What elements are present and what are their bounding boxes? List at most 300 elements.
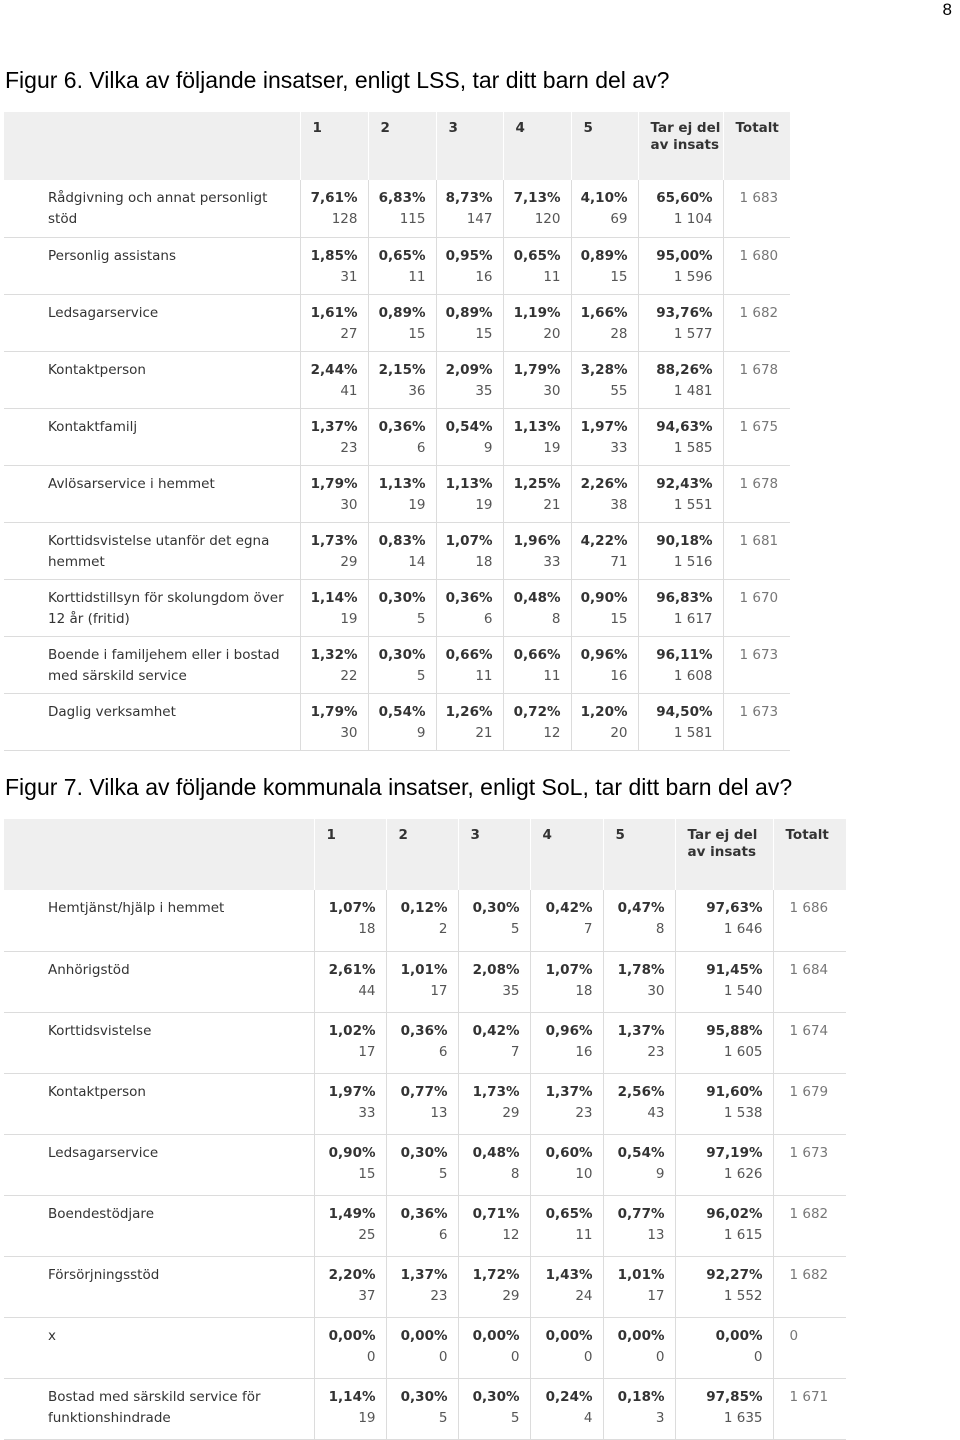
- column-header: [638, 112, 723, 180]
- value-cell: [675, 951, 773, 1012]
- count-value: 14: [408, 553, 426, 570]
- row-label: Boende i familjehem eller i bostad med särskild service: [4, 636, 300, 693]
- value-cell: [300, 693, 368, 750]
- value-cell-content: [639, 580, 723, 630]
- value-cell-content: [639, 352, 723, 402]
- total-cell: [723, 408, 790, 465]
- percent-value: 2,09%: [445, 361, 493, 378]
- percent-value: 1,97%: [580, 418, 628, 435]
- value-cell: [386, 1378, 458, 1439]
- value-cell: [603, 1378, 675, 1439]
- value-cell-content: [676, 1257, 773, 1307]
- row-label: Avlösarservice i hemmet: [4, 465, 300, 522]
- value-cell: [436, 579, 503, 636]
- value-cell-content: [604, 890, 675, 940]
- percent-value: 92,27%: [706, 1266, 763, 1283]
- percent-value: 95,88%: [706, 1022, 763, 1039]
- percent-value: 2,15%: [378, 361, 426, 378]
- value-cell-content: [676, 1196, 773, 1246]
- total-cell: [773, 1073, 846, 1134]
- count-value: 38: [610, 496, 628, 513]
- value-cell-content: [315, 952, 386, 1002]
- value-cell-content: [572, 409, 638, 459]
- percent-value: 97,85%: [706, 1388, 763, 1405]
- count-value: 1 104: [673, 211, 713, 227]
- value-cell-content: [531, 1318, 603, 1368]
- count-value: 11: [543, 268, 561, 285]
- total-value: 1 682: [789, 1266, 829, 1283]
- table-row: [4, 237, 790, 294]
- total-cell: [773, 951, 846, 1012]
- percent-value: 0,36%: [400, 1205, 448, 1222]
- count-value: 37: [358, 1287, 376, 1304]
- count-value: 12: [502, 1226, 520, 1243]
- percent-value: 0,54%: [378, 703, 426, 720]
- count-value: 19: [475, 496, 493, 513]
- table-row: [4, 1378, 846, 1439]
- column-header-text: Tar ej del av insats: [687, 827, 758, 860]
- value-cell: [638, 294, 723, 351]
- percent-value: 8,73%: [445, 190, 493, 206]
- count-value: 6: [483, 610, 493, 627]
- value-cell-content: [639, 694, 723, 744]
- column-header-text: 5: [583, 120, 593, 136]
- value-cell: [368, 579, 436, 636]
- row-label: Kontaktperson: [4, 1073, 314, 1134]
- percent-value: 0,90%: [328, 1144, 376, 1161]
- value-cell: [386, 1256, 458, 1317]
- count-value: 17: [647, 1287, 665, 1304]
- column-header: [723, 112, 790, 180]
- percent-value: 1,14%: [328, 1388, 376, 1405]
- percent-value: 7,13%: [513, 190, 561, 206]
- value-cell-content: [315, 1318, 386, 1368]
- percent-value: 94,50%: [656, 703, 713, 720]
- column-header: [300, 112, 368, 180]
- value-cell: [503, 237, 571, 294]
- count-value: 1 516: [673, 553, 713, 570]
- count-value: 17: [430, 982, 448, 999]
- value-cell: [571, 294, 638, 351]
- count-value: 9: [655, 1165, 665, 1182]
- percent-value: 91,45%: [706, 961, 763, 978]
- value-cell: [458, 1134, 530, 1195]
- count-value: 55: [610, 382, 628, 399]
- value-cell: [571, 693, 638, 750]
- value-cell: [458, 1073, 530, 1134]
- value-cell-content: [369, 295, 436, 345]
- value-cell-content: [437, 694, 503, 744]
- value-cell: [530, 1073, 603, 1134]
- value-cell-content: [369, 352, 436, 402]
- value-cell-content: [369, 694, 436, 744]
- count-value: 18: [475, 553, 493, 570]
- value-cell-content: [676, 1318, 773, 1368]
- value-cell-content: [459, 1318, 530, 1368]
- table-row: [4, 1012, 846, 1073]
- total-cell: [723, 351, 790, 408]
- total-value: 1 679: [789, 1083, 829, 1100]
- count-value: 15: [610, 610, 628, 627]
- value-cell: [503, 465, 571, 522]
- value-cell-content: [315, 890, 386, 940]
- value-cell: [300, 408, 368, 465]
- total-value: 1 678: [739, 361, 779, 378]
- total-cell: [773, 1012, 846, 1073]
- percent-value: 96,02%: [706, 1205, 763, 1222]
- value-cell-content: [301, 295, 368, 345]
- value-cell: [314, 1317, 386, 1378]
- percent-value: 1,07%: [445, 532, 493, 549]
- value-cell: [300, 294, 368, 351]
- percent-value: 3,28%: [580, 361, 628, 378]
- column-header-text: 1: [312, 120, 322, 136]
- count-value: 18: [358, 921, 376, 937]
- percent-value: 1,97%: [328, 1083, 376, 1100]
- value-cell: [503, 693, 571, 750]
- row-label: Rådgivning och annat personligt stöd: [4, 180, 300, 237]
- percent-value: 1,73%: [472, 1083, 520, 1100]
- value-cell: [386, 1195, 458, 1256]
- value-cell: [458, 951, 530, 1012]
- count-value: 13: [647, 1226, 665, 1243]
- row-label: Hemtjänst/hjälp i hemmet: [4, 890, 314, 951]
- percent-value: 1,73%: [310, 532, 358, 549]
- value-cell-content: [572, 523, 638, 573]
- percent-value: 1,19%: [513, 304, 561, 321]
- total-value: 1 682: [789, 1205, 829, 1222]
- value-cell: [675, 1378, 773, 1439]
- count-value: 1 581: [673, 724, 713, 741]
- count-value: 5: [416, 667, 426, 684]
- count-value: 1 596: [673, 268, 713, 285]
- value-cell-content: [437, 238, 503, 288]
- total-value: 1 671: [789, 1388, 829, 1405]
- row-label: Korttidstillsyn för skolungdom över 12 år (fritid): [4, 579, 300, 636]
- percent-value: 1,26%: [445, 703, 493, 720]
- percent-value: 91,60%: [706, 1083, 763, 1100]
- count-value: 31: [340, 268, 358, 285]
- count-value: 33: [543, 553, 561, 570]
- value-cell-content: [639, 180, 723, 230]
- value-cell: [530, 1317, 603, 1378]
- count-value: 5: [416, 610, 426, 627]
- value-cell: [675, 1073, 773, 1134]
- value-cell-content: [387, 1379, 458, 1429]
- value-cell-content: [531, 890, 603, 940]
- count-value: 21: [543, 496, 561, 513]
- percent-value: 0,00%: [400, 1327, 448, 1344]
- value-cell-content: [504, 352, 571, 402]
- value-cell: [314, 890, 386, 951]
- percent-value: 1,79%: [310, 475, 358, 492]
- total-value: 1 686: [789, 900, 829, 916]
- total-cell: [723, 180, 790, 237]
- percent-value: 1,14%: [310, 589, 358, 606]
- count-value: 1 615: [723, 1226, 763, 1243]
- value-cell: [638, 180, 723, 237]
- percent-value: 1,07%: [328, 900, 376, 916]
- value-cell-content: [459, 890, 530, 940]
- count-value: 1 617: [673, 610, 713, 627]
- value-cell-content: [572, 637, 638, 687]
- value-cell-content: [437, 295, 503, 345]
- count-value: 19: [358, 1409, 376, 1426]
- count-value: 19: [340, 610, 358, 627]
- value-cell-content: [369, 523, 436, 573]
- value-cell-content: [604, 1135, 675, 1185]
- value-cell: [503, 180, 571, 237]
- value-cell-content: [437, 466, 503, 516]
- row-label: Boendestödjare: [4, 1195, 314, 1256]
- value-cell: [314, 1073, 386, 1134]
- value-cell: [436, 351, 503, 408]
- percent-value: 94,63%: [656, 418, 713, 435]
- count-value: 33: [610, 439, 628, 456]
- value-cell: [314, 1195, 386, 1256]
- percent-value: 4,10%: [580, 190, 628, 206]
- count-value: 15: [408, 325, 426, 342]
- percent-value: 0,24%: [545, 1388, 593, 1405]
- column-header-text: 4: [542, 827, 552, 843]
- value-cell: [503, 294, 571, 351]
- value-cell: [300, 579, 368, 636]
- column-header-text: 1: [326, 827, 336, 843]
- value-cell-content: [315, 1196, 386, 1246]
- percent-value: 0,77%: [400, 1083, 448, 1100]
- value-cell-content: [504, 580, 571, 630]
- count-value: 11: [475, 667, 493, 684]
- value-cell-content: [387, 1196, 458, 1246]
- percent-value: 2,44%: [310, 361, 358, 378]
- count-value: 7: [583, 921, 593, 937]
- column-header-text: Totalt: [735, 120, 779, 136]
- percent-value: 1,96%: [513, 532, 561, 549]
- percent-value: 0,95%: [445, 247, 493, 264]
- value-cell: [530, 951, 603, 1012]
- percent-value: 0,36%: [378, 418, 426, 435]
- percent-value: 1,02%: [328, 1022, 376, 1039]
- count-value: 6: [438, 1226, 448, 1243]
- count-value: 43: [647, 1104, 665, 1121]
- table-row: [4, 1195, 846, 1256]
- value-cell: [571, 408, 638, 465]
- count-value: 33: [358, 1104, 376, 1121]
- value-cell: [638, 237, 723, 294]
- count-value: 0: [366, 1348, 376, 1365]
- value-cell: [503, 636, 571, 693]
- value-cell: [571, 579, 638, 636]
- value-cell: [603, 1317, 675, 1378]
- count-value: 6: [438, 1043, 448, 1060]
- value-cell: [571, 237, 638, 294]
- value-cell: [300, 636, 368, 693]
- page-number: 8: [942, 0, 952, 19]
- value-cell-content: [315, 1135, 386, 1185]
- percent-value: 0,66%: [445, 646, 493, 663]
- value-cell: [530, 890, 603, 951]
- percent-value: 7,61%: [310, 190, 358, 206]
- value-cell: [436, 465, 503, 522]
- value-cell-content: [639, 637, 723, 687]
- total-value: 1 684: [789, 961, 829, 978]
- percent-value: 0,65%: [513, 247, 561, 264]
- value-cell: [530, 1256, 603, 1317]
- table-row: [4, 636, 790, 693]
- value-cell-content: [437, 409, 503, 459]
- value-cell-content: [572, 466, 638, 516]
- value-cell-content: [459, 1379, 530, 1429]
- count-value: 9: [483, 439, 493, 456]
- count-value: 35: [475, 382, 493, 399]
- count-value: 15: [475, 325, 493, 342]
- total-value: 1 674: [789, 1022, 829, 1039]
- count-value: 1 577: [673, 325, 713, 342]
- count-value: 1 552: [723, 1287, 763, 1304]
- percent-value: 6,83%: [378, 190, 426, 206]
- count-value: 8: [655, 921, 665, 937]
- value-cell-content: [387, 890, 458, 940]
- header-label-cell: [4, 112, 300, 180]
- percent-value: 0,00%: [472, 1327, 520, 1344]
- percent-value: 0,00%: [328, 1327, 376, 1344]
- percent-value: 4,22%: [580, 532, 628, 549]
- count-value: 8: [551, 610, 561, 627]
- count-value: 30: [647, 982, 665, 999]
- value-cell: [571, 522, 638, 579]
- value-cell-content: [301, 180, 368, 230]
- count-value: 30: [340, 496, 358, 513]
- count-value: 11: [543, 667, 561, 684]
- value-cell-content: [604, 1318, 675, 1368]
- value-cell-content: [301, 409, 368, 459]
- value-cell: [436, 693, 503, 750]
- percent-value: 97,19%: [706, 1144, 763, 1161]
- value-cell-content: [301, 580, 368, 630]
- count-value: 12: [543, 724, 561, 741]
- percent-value: 1,66%: [580, 304, 628, 321]
- value-cell: [314, 1012, 386, 1073]
- value-cell: [458, 1256, 530, 1317]
- percent-value: 0,71%: [472, 1205, 520, 1222]
- value-cell: [603, 1012, 675, 1073]
- value-cell: [503, 351, 571, 408]
- column-header: [503, 112, 571, 180]
- count-value: 30: [340, 724, 358, 741]
- percent-value: 96,83%: [656, 589, 713, 606]
- value-cell: [603, 1073, 675, 1134]
- count-value: 128: [331, 211, 358, 227]
- value-cell: [314, 1256, 386, 1317]
- value-cell-content: [369, 580, 436, 630]
- value-cell-content: [369, 238, 436, 288]
- value-cell-content: [459, 952, 530, 1002]
- value-cell: [436, 522, 503, 579]
- value-cell-content: [504, 180, 571, 230]
- value-cell-content: [676, 952, 773, 1002]
- value-cell-content: [676, 1013, 773, 1063]
- value-cell-content: [639, 466, 723, 516]
- value-cell-content: [531, 1196, 603, 1246]
- value-cell: [368, 180, 436, 237]
- value-cell: [314, 951, 386, 1012]
- value-cell: [571, 180, 638, 237]
- count-value: 11: [575, 1226, 593, 1243]
- value-cell-content: [459, 1074, 530, 1124]
- percent-value: 96,11%: [656, 646, 713, 663]
- count-value: 1 608: [673, 667, 713, 684]
- count-value: 20: [543, 325, 561, 342]
- value-cell: [436, 294, 503, 351]
- row-label: Korttidsvistelse: [4, 1012, 314, 1073]
- total-cell: [723, 465, 790, 522]
- count-value: 1 585: [673, 439, 713, 456]
- table-row: [4, 579, 790, 636]
- count-value: 8: [510, 1165, 520, 1182]
- count-value: 0: [583, 1348, 593, 1365]
- row-label: Personlig assistans: [4, 237, 300, 294]
- count-value: 23: [430, 1287, 448, 1304]
- count-value: 115: [399, 211, 426, 227]
- value-cell-content: [604, 1013, 675, 1063]
- value-cell: [368, 408, 436, 465]
- value-cell-content: [387, 1318, 458, 1368]
- table-row: [4, 351, 790, 408]
- value-cell-content: [369, 180, 436, 230]
- value-cell: [603, 951, 675, 1012]
- percent-value: 0,42%: [472, 1022, 520, 1039]
- count-value: 0: [655, 1348, 665, 1365]
- value-cell-content: [676, 890, 773, 940]
- count-value: 147: [466, 211, 493, 227]
- count-value: 27: [340, 325, 358, 342]
- count-value: 29: [502, 1104, 520, 1121]
- value-cell: [530, 1195, 603, 1256]
- column-header: [603, 819, 675, 890]
- count-value: 5: [510, 921, 520, 937]
- total-cell: [773, 1256, 846, 1317]
- value-cell-content: [676, 1074, 773, 1124]
- value-cell-content: [572, 694, 638, 744]
- count-value: 23: [340, 439, 358, 456]
- value-cell-content: [387, 1013, 458, 1063]
- percent-value: 0,18%: [617, 1388, 665, 1405]
- value-cell-content: [301, 238, 368, 288]
- value-cell-content: [301, 352, 368, 402]
- value-cell: [458, 1012, 530, 1073]
- value-cell: [638, 693, 723, 750]
- value-cell-content: [572, 295, 638, 345]
- row-label: Försörjningsstöd: [4, 1256, 314, 1317]
- value-cell-content: [459, 1135, 530, 1185]
- row-label: x: [4, 1317, 314, 1378]
- percent-value: 2,26%: [580, 475, 628, 492]
- percent-value: 1,61%: [310, 304, 358, 321]
- percent-value: 0,36%: [445, 589, 493, 606]
- percent-value: 0,65%: [378, 247, 426, 264]
- value-cell: [300, 351, 368, 408]
- column-header-text: 3: [470, 827, 480, 843]
- value-cell-content: [531, 1013, 603, 1063]
- total-cell: [723, 579, 790, 636]
- value-cell: [458, 1195, 530, 1256]
- row-label: Ledsagarservice: [4, 294, 300, 351]
- percent-value: 97,63%: [706, 900, 763, 916]
- percent-value: 65,60%: [656, 190, 713, 206]
- header-label-cell: [4, 819, 314, 890]
- value-cell-content: [315, 1074, 386, 1124]
- count-value: 1 626: [723, 1165, 763, 1182]
